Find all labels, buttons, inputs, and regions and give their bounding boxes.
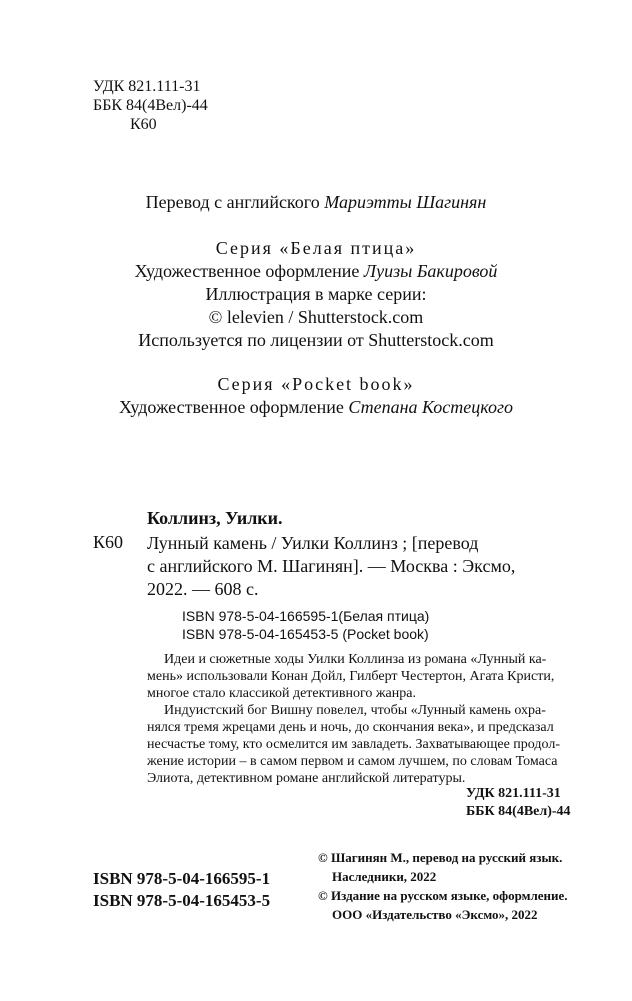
series1-credit-line: © lelevien / Shutterstock.com	[208, 307, 424, 327]
catalog-isbn-block	[182, 607, 429, 643]
series1-designer: Луизы Бакировой	[363, 261, 498, 281]
series1-design-prefix: Художественное оформление	[134, 261, 360, 281]
copyright-block	[318, 848, 568, 924]
series1-design-line	[0, 261, 632, 282]
series2-title: Серия «Pocket book»	[217, 374, 415, 394]
catalog-mark: К60	[93, 532, 124, 552]
isbn-line: ISBN 978-5-04-166595-1	[93, 869, 271, 888]
series1-illustration-line: Иллюстрация в марке серии:	[205, 284, 427, 304]
annotation-line: Идеи и сюжетные ходы Уилки Коллинза из романа «Лунный ка-	[164, 652, 547, 667]
annotation	[147, 651, 560, 787]
copyright-line: ООО «Издательство «Эксмо», 2022	[332, 907, 538, 922]
translation-line	[0, 192, 632, 213]
copyright-line: Наследники, 2022	[332, 869, 437, 884]
annotation-line: многое стало классикой детективного жанра.	[147, 686, 416, 701]
annotation-line: Элиота, детективном романе английской литературы.	[147, 771, 466, 786]
series2-design-prefix: Художественное оформление	[118, 397, 344, 417]
annotation-line: мень» использовали Конан Дойл, Гилберт Честертон, Агата Кристи,	[147, 669, 555, 684]
series2-designer: Степана Костецкого	[348, 397, 514, 417]
catalog-isbn: ISBN 978-5-04-166595-1(Белая птица)	[182, 608, 430, 624]
annotation-line: несчастье тому, кто осмелится им завладеть. Захватывающее продол-	[147, 737, 560, 752]
series1-license-line: Используется по лицензии от Shutterstock.com	[138, 330, 494, 350]
bbk-code: ББК 84(4Вел)-44	[93, 97, 208, 114]
annotation-line: нялся тремя жрецами день и ночь, до скончания века», и предсказал	[147, 720, 554, 735]
udk-code: УДК 821.111-31	[93, 78, 201, 95]
catalog-description	[147, 532, 515, 601]
bbk-code-right: ББК 84(4Вел)-44	[466, 804, 571, 819]
copyright-line: © Издание на русском языке, оформление.	[318, 888, 568, 903]
udk-code-right: УДК 821.111-31	[466, 786, 561, 801]
annotation-line: жение истории – в самом первом и самом лучшем, по словам Томаса	[147, 754, 558, 769]
series1-title: Серия «Белая птица»	[215, 238, 417, 258]
isbn-line: ISBN 978-5-04-165453-5	[93, 891, 271, 910]
catalog-desc-line: с английского М. Шагинян]. — Москва : Эксмо,	[147, 556, 516, 576]
catalog-heading: Коллинз, Уилки.	[147, 508, 283, 528]
isbn-bottom	[93, 868, 270, 912]
codes-right	[466, 785, 571, 821]
catalog-isbn: ISBN 978-5-04-165453-5 (Pocket book)	[182, 626, 429, 642]
translation-prefix: Перевод с английского	[145, 192, 320, 212]
annotation-line: Индуистский бог Вишну повелел, чтобы «Лунный камень охра-	[164, 703, 546, 718]
translator-name: Мариэтты Шагинян	[324, 192, 487, 212]
series2-design-line	[0, 397, 632, 418]
catalog-desc-line: Лунный камень / Уилки Коллинз ; [перевод	[147, 533, 479, 553]
classification-block	[93, 77, 208, 134]
copyright-line: © Шагинян М., перевод на русский язык.	[318, 850, 563, 865]
author-mark: К60	[130, 116, 157, 133]
catalog-desc-line: 2022. — 608 с.	[147, 579, 259, 599]
